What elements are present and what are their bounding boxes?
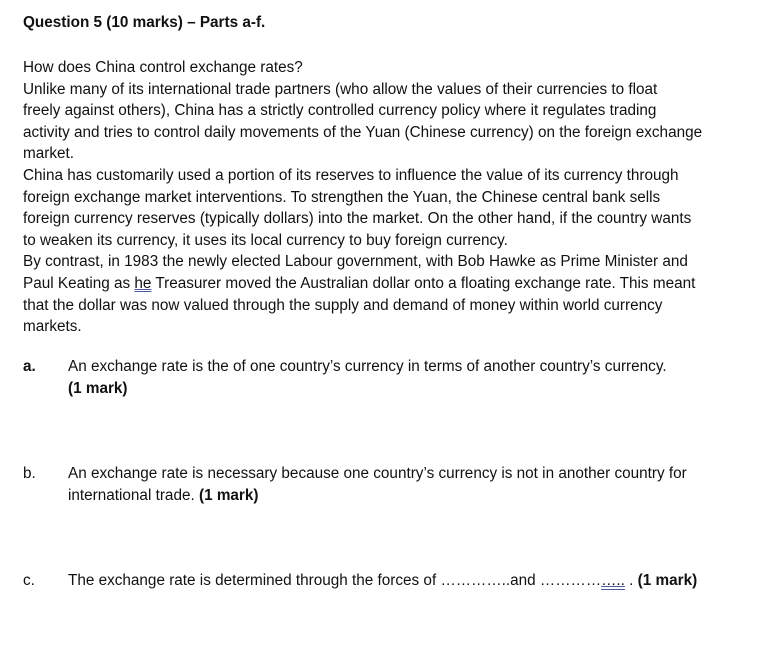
question-c-line bbox=[68, 570, 758, 592]
question-c-text-mid: and bbox=[510, 572, 540, 589]
question-a-marks: (1 mark) bbox=[68, 379, 128, 397]
answer-blank-1: ………….. bbox=[440, 572, 511, 589]
question-b-text-tail: international trade. bbox=[68, 486, 199, 504]
intro-line: foreign currency reserves (typically dollars) into the market. On the other hand, if the country wants bbox=[23, 210, 692, 228]
question-heading: Question 5 (10 marks) – Parts a-f. bbox=[23, 14, 266, 31]
intro-line: China has customarily used a portion of its reserves to influence the value of its currency through bbox=[23, 166, 679, 184]
intro-line-keating bbox=[23, 273, 743, 295]
answer-blank-2: ………… bbox=[539, 572, 602, 589]
flagged-word: he bbox=[134, 274, 152, 292]
intro-text: Paul Keating as bbox=[23, 274, 135, 292]
intro-line: market. bbox=[23, 145, 74, 163]
intro-line: markets. bbox=[23, 318, 82, 336]
question-b-marks: (1 mark) bbox=[198, 486, 259, 504]
question-b-line: An exchange rate is necessary because one country’s currency is not in another country for bbox=[68, 465, 687, 482]
question-b-line2 bbox=[68, 485, 758, 507]
intro-text: Treasurer moved the Australian dollar onto a floating exchange rate. This meant bbox=[151, 274, 696, 292]
question-a-line: An exchange rate is the of one country’s currency in terms of another country’s currency. bbox=[68, 358, 667, 375]
intro-line: By contrast, in 1983 the newly elected Labour government, with Bob Hawke as Prime Minister and bbox=[23, 253, 688, 271]
intro-line: to weaken its currency, it uses its local currency to buy foreign currency. bbox=[23, 231, 508, 249]
intro-line: How does China control exchange rates? bbox=[23, 59, 303, 76]
intro-line: foreign exchange market interventions. To strengthen the Yuan, the Chinese central bank sells bbox=[23, 188, 661, 206]
intro-line: freely against others), China has a strictly controlled currency policy where it regulates trading bbox=[23, 102, 657, 120]
question-a-text bbox=[68, 356, 758, 399]
intro-passage bbox=[23, 57, 743, 338]
intro-line: that the dollar was now valued through the supply and demand of money within world currency bbox=[23, 296, 663, 314]
question-label-a: a. bbox=[23, 358, 36, 375]
intro-line: Unlike many of its international trade partners (who allow the values of their currencies to float bbox=[23, 80, 658, 98]
answer-blank-2-underlined: ….. bbox=[601, 572, 625, 589]
question-label-c: c. bbox=[23, 572, 35, 589]
intro-line: activity and tries to control daily movements of the Yuan (Chinese currency) on the foreign exchange bbox=[23, 123, 703, 141]
question-c-text-after: . bbox=[624, 572, 638, 589]
question-label-b: b. bbox=[23, 465, 36, 482]
question-c-marks: (1 mark) bbox=[637, 572, 698, 589]
question-c-text-before: The exchange rate is determined through the forces of bbox=[68, 572, 441, 589]
question-b-text bbox=[68, 463, 758, 506]
question-c-text bbox=[68, 570, 758, 592]
